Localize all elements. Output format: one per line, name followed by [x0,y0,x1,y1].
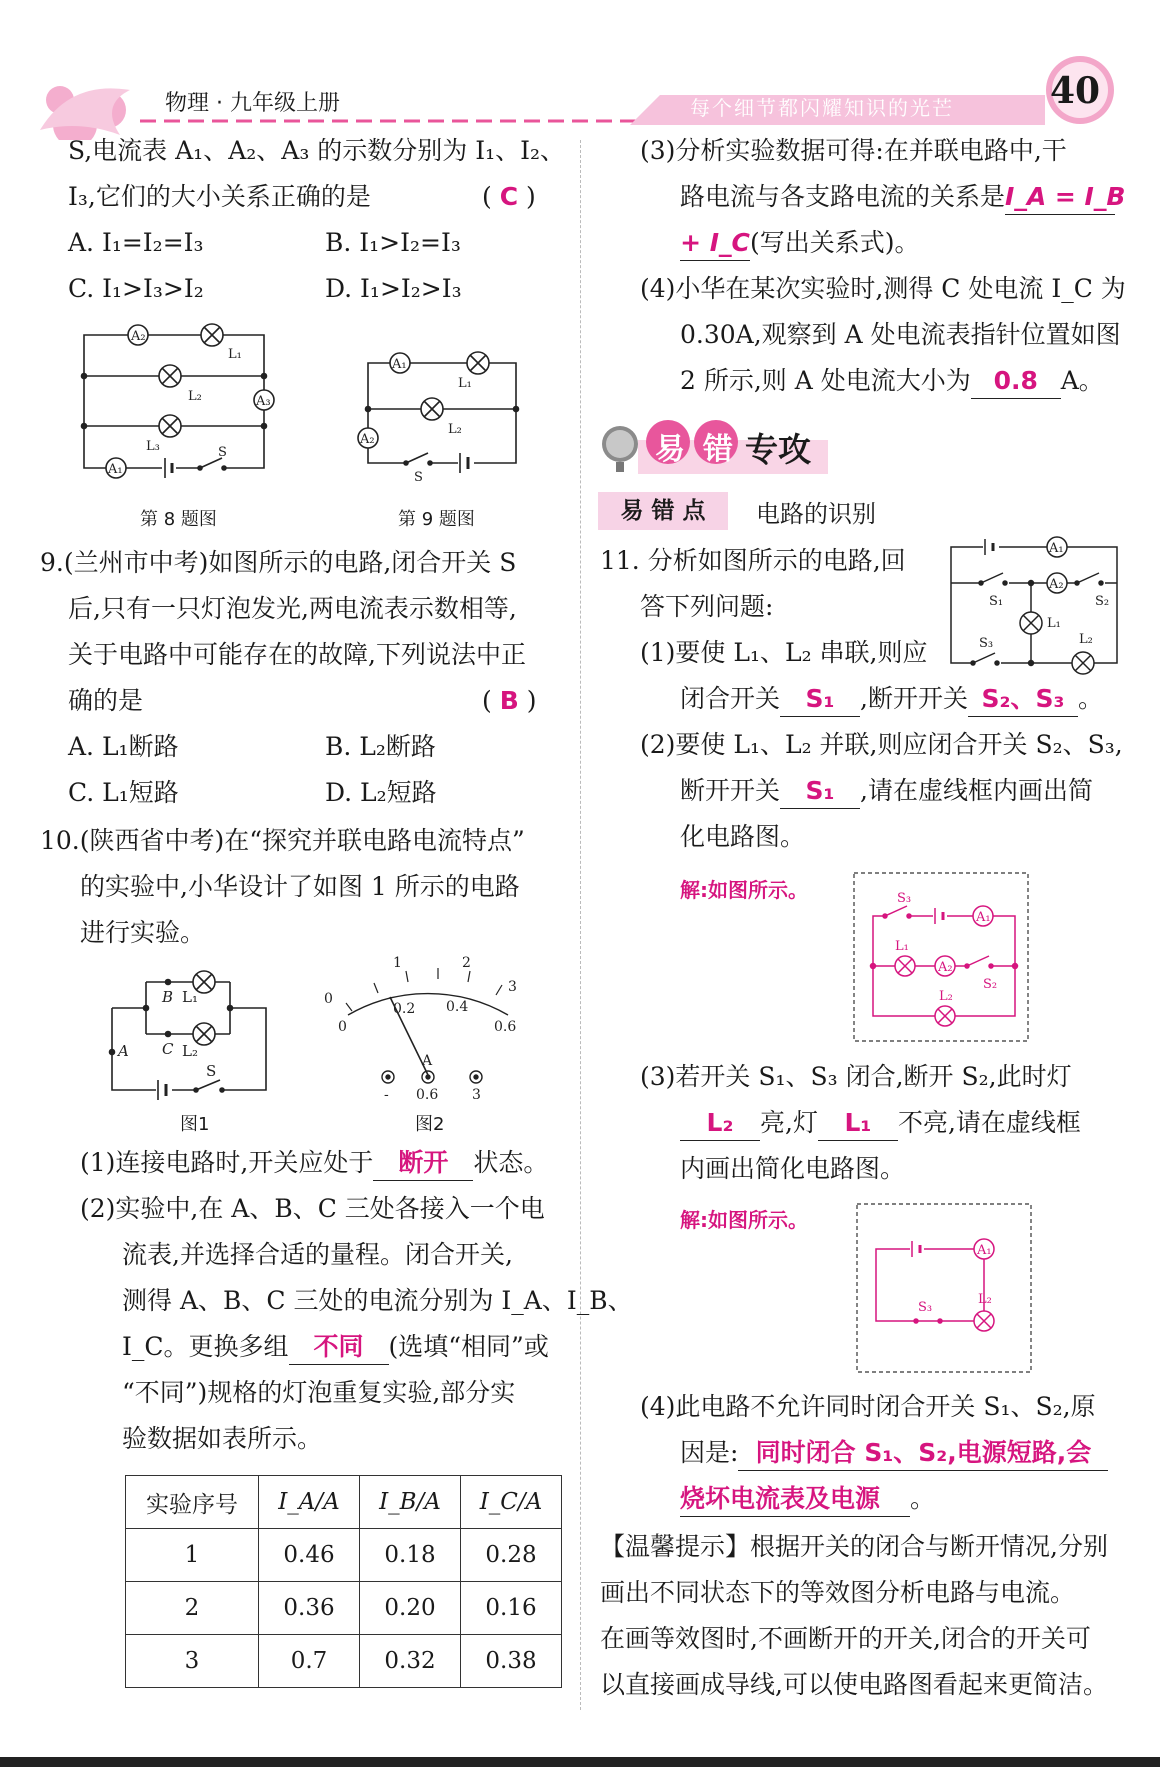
q11-p2-line3: 化电路图。 [680,822,806,851]
tip-line3: 在画等效图时,不画断开的开关,闭合的开关可 [600,1624,1091,1653]
tip-line2: 画出不同状态下的等效图分析电路与电流。 [600,1578,1076,1607]
q8-answer-bracket: ( C ) [482,182,536,211]
q11-p2-solution: 解:如图所示。 [680,878,808,902]
q10-p2-line3: 测得 A、B、C 三处的电流分别为 I_A、I_B、 [122,1286,633,1315]
q8-option-b: B. I₁>I₂=I₃ [325,228,461,257]
figure-9-circuit [350,345,530,485]
q11-p3-line3: 内画出简化电路图。 [680,1154,906,1183]
page-number: 40 [1050,70,1101,112]
tip-line1: 【温馨提示】根据开关的闭合与断开情况,分别 [600,1532,1108,1561]
svg-text:L₂: L₂ [939,989,953,1004]
svg-text:S: S [206,1062,217,1080]
q11-line1: 11. 分析如图所示的电路,回 [600,546,906,575]
svg-text:S₃: S₃ [979,636,994,651]
q10-p3-line1: (3)分析实验数据可得:在并联电路中,干 [640,136,1067,165]
q10-p2-line5: “不同”)规格的灯泡重复实验,部分实 [122,1378,516,1407]
section-title-char-2: 错 [703,432,733,467]
q10-p1: (1)连接电路时,开关应处于 断开 状态。 [80,1140,548,1186]
bottom-bar [0,1757,1160,1767]
fig1-caption: 图1 [180,1114,210,1135]
svg-text:A₁: A₁ [108,462,123,477]
q10-p3-answer-1: I_A = I_B [1005,180,1115,215]
svg-text:S₃: S₃ [918,1300,933,1315]
fig8-caption: 第 8 题图 [140,509,217,530]
table-header-cell: I_A/A [259,1476,360,1529]
error-point-title: 电路的识别 [756,500,876,528]
q11-p4-answer-2: 烧坏电流表及电源 [680,1482,910,1517]
q10-p4-line1: (4)小华在某次实验时,测得 C 处电流 I_C 为 [640,274,1126,303]
svg-text:L₁: L₁ [895,939,909,954]
q9-answer: B [499,686,519,715]
svg-text:3: 3 [472,1087,481,1103]
q9-option-b: B. L₂断路 [325,732,436,761]
svg-text:0.6: 0.6 [416,1087,439,1103]
svg-text:A₁: A₁ [392,357,407,372]
q11-p2-line1: (2)要使 L₁、L₂ 并联,则应闭合开关 S₂、S₃, [640,730,1123,759]
svg-text:L₂: L₂ [978,1292,992,1307]
book-title: 物理 · 九年级上册 [165,91,340,116]
svg-text:0: 0 [324,991,333,1007]
table-header-cell: I_B/A [360,1476,461,1529]
q10-p4-line2: 0.30A,观察到 A 处电流表指针位置如图 [680,320,1121,349]
table-row: 1 0.46 0.18 0.28 [126,1529,562,1582]
svg-text:L₂: L₂ [188,389,202,404]
q9-line1: 9.(兰州市中考)如图所示的电路,闭合开关 S [40,548,517,577]
q9-option-c: C. L₁短路 [68,778,179,807]
q9-line2: 后,只有一只灯泡发光,两电流表示数相等, [68,594,517,623]
svg-text:-: - [384,1087,389,1103]
q11-p4-line2: 因是: 同时闭合 S₁、S₂,电源短路,会 [680,1430,1108,1476]
q11-p2-line2: 断开开关 S₁ ,请在虚线框内画出简 [680,768,1093,814]
svg-text:S: S [414,470,423,485]
svg-text:0.6: 0.6 [494,1019,517,1035]
q8-line1: S,电流表 A₁、A₂、A₃ 的示数分别为 I₁、I₂、 [68,136,566,165]
q11-circuit [945,535,1120,675]
svg-text:S: S [218,445,227,460]
q10-p2-line4: I_C。更换多组 不同 (选填“相同”或 [122,1324,549,1370]
column-divider [580,140,581,1710]
fig9-caption: 第 9 题图 [398,509,475,530]
svg-text:S₁: S₁ [989,594,1004,609]
q8-answer: C [499,182,519,211]
svg-text:A: A [118,1042,129,1060]
q11-p4-line3: 烧坏电流表及电源 。 [680,1476,935,1522]
q11-p1-line2: 闭合开关 S₁ ,断开开关 S₂、S₃ 。 [680,676,1103,722]
q11-p1-line1: (1)要使 L₁、L₂ 串联,则应 [640,638,928,667]
q11-line2: 答下列问题: [640,592,774,621]
svg-text:1: 1 [393,955,402,971]
q10-p2-line6: 验数据如表所示。 [122,1424,323,1453]
fig2-caption: 图2 [415,1114,445,1135]
svg-text:L₁: L₁ [182,988,198,1006]
q11-p3-answer-1: L₂ [680,1106,760,1141]
q10-line1: 10.(陕西省中考)在“探究并联电路电流特点” [40,826,525,855]
svg-text:A₁: A₁ [976,910,991,925]
q10-p3-answer-2: + I_C [680,226,750,261]
q10-line2: 的实验中,小华设计了如图 1 所示的电路 [80,872,520,901]
svg-text:3: 3 [508,979,517,995]
q11-p3-answer-2: L₁ [818,1106,898,1141]
svg-text:A₁: A₁ [1049,541,1064,556]
svg-text:A₂: A₂ [938,960,953,975]
q11-p3-line1: (3)若开关 S₁、S₃ 闭合,断开 S₂,此时灯 [640,1062,1072,1091]
table-row: 3 0.7 0.32 0.38 [126,1635,562,1688]
svg-text:0.2: 0.2 [393,1001,416,1017]
q11-p1-answer-1: S₁ [780,682,860,717]
q10-p2-answer: 不同 [289,1330,389,1365]
svg-text:A₂: A₂ [1049,577,1064,592]
svg-text:L₂: L₂ [1079,632,1093,647]
figure-1-circuit [100,960,280,1100]
table-header-cell: I_C/A [461,1476,562,1529]
svg-text:2: 2 [462,955,471,971]
q11-p1-answer-2: S₂、S₃ [968,682,1078,717]
q10-p2-line1: (2)实验中,在 A、B、C 三处各接入一个电 [80,1194,545,1223]
section-title: 专攻 [745,430,811,469]
q11-p2-answer: S₁ [780,774,860,809]
solution-circuit-2 [856,1203,1032,1373]
svg-text:0.4: 0.4 [446,999,469,1015]
q11-p3-line2: L₂ 亮,灯 L₁ 不亮,请在虚线框 [680,1100,1081,1146]
svg-text:A₃: A₃ [256,394,271,409]
figure-2-ammeter [318,955,538,1105]
svg-text:A: A [422,1053,433,1069]
svg-text:L₃: L₃ [146,439,160,454]
svg-text:B: B [162,988,174,1006]
q10-line3: 进行实验。 [80,918,206,947]
q8-option-d: D. I₁>I₂>I₃ [325,274,462,303]
q8-option-a: A. I₁=I₂=I₃ [68,228,204,257]
svg-text:L₁: L₁ [458,376,472,391]
q8-line2: I₃,它们的大小关系正确的是 [68,182,371,211]
q9-option-d: D. L₂短路 [325,778,437,807]
svg-text:L₁: L₁ [1047,616,1061,631]
data-table [125,1475,562,1688]
q10-p4-line3: 2 所示,则 A 处电流大小为 0.8 A。 [680,358,1104,404]
svg-text:L₂: L₂ [182,1042,198,1060]
q11-p4-line1: (4)此电路不允许同时闭合开关 S₁、S₂,原 [640,1392,1096,1421]
q9-option-a: A. L₁断路 [68,732,179,761]
svg-text:L₂: L₂ [448,422,462,437]
q10-p2-line2: 流表,并选择合适的量程。闭合开关, [122,1240,513,1269]
svg-text:L₁: L₁ [228,347,242,362]
figure-8-circuit [70,318,290,488]
table-header-row [126,1476,562,1529]
q11-p3-solution: 解:如图所示。 [680,1208,808,1232]
q9-answer-bracket: ( B ) [482,686,537,715]
fig8-a2-label: A₂ [131,329,146,344]
q10-p1-answer: 断开 [373,1146,473,1181]
svg-text:S₂: S₂ [1095,594,1110,609]
table-row: 2 0.36 0.20 0.16 [126,1582,562,1635]
svg-text:A₁: A₁ [977,1243,992,1258]
svg-text:0: 0 [338,1019,347,1035]
q10-p3-line2: 路电流与各支路电流的关系是I_A = I_B [680,174,1115,220]
table-header-cell: 实验序号 [126,1476,259,1529]
q10-p3-line3: + I_C(写出关系式)。 [680,220,920,266]
header-slogan: 每个细节都闪耀知识的光芒 [690,96,954,120]
q9-line3: 关于电路中可能存在的故障,下列说法中正 [68,640,526,669]
q9-line4: 确的是 [68,686,144,715]
svg-text:A₂: A₂ [360,432,375,447]
svg-text:S₃: S₃ [897,891,912,906]
section-title-char-1: 易 [655,432,685,467]
svg-text:C: C [162,1040,174,1058]
q8-option-c: C. I₁>I₃>I₂ [68,274,204,303]
error-point-tag: 易 错 点 [598,492,728,530]
q10-p4-answer: 0.8 [971,364,1061,399]
tip-line4: 以直接画成导线,可以使电路图看起来更简洁。 [600,1670,1108,1699]
q11-p4-answer-1: 同时闭合 S₁、S₂,电源短路,会 [738,1436,1108,1471]
solution-circuit-1 [853,872,1029,1042]
globe-icon [602,426,638,472]
svg-text:S₂: S₂ [983,977,998,992]
